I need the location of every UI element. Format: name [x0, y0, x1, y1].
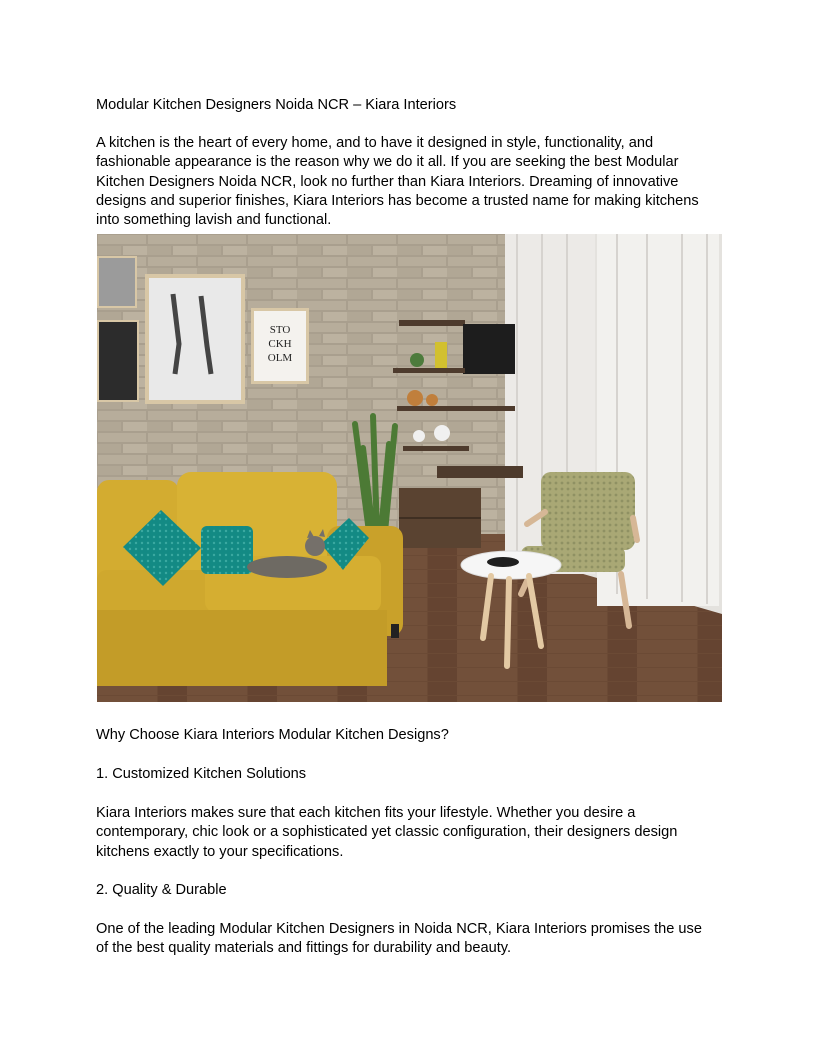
section-heading-customized: 1. Customized Kitchen Solutions	[96, 766, 307, 782]
section-paragraph-customized	[96, 804, 720, 862]
paragraph-line: Kiara Interiors makes sure that each kitchen fits your lifestyle. Whether you desire a	[96, 805, 636, 821]
poster-line: OLM	[267, 352, 293, 364]
intro-line: designs and superior finishes, Kiara Interiors has become a trusted name for making kitchens	[96, 192, 699, 209]
section-heading-quality: 2. Quality & Durable	[96, 882, 227, 898]
intro-paragraph	[96, 134, 720, 230]
paragraph-line: One of the leading Modular Kitchen Designers in Noida NCR, Kiara Interiors promises the use	[96, 921, 702, 937]
section-paragraph-quality	[96, 920, 720, 959]
paragraph-line: kitchens exactly to your specifications.	[96, 843, 344, 860]
document-title: Modular Kitchen Designers Noida NCR – Kiara Interiors	[96, 97, 457, 113]
living-room-photo	[97, 234, 722, 702]
intro-line: A kitchen is the heart of every home, and to have it designed in style, functionality, and	[96, 135, 654, 151]
intro-line: into something lavish and functional.	[96, 212, 332, 229]
paragraph-line: of the best quality materials and fittings for durability and beauty.	[96, 940, 512, 957]
poster-line: STO	[269, 324, 291, 336]
why-heading: Why Choose Kiara Interiors Modular Kitchen Designs?	[96, 727, 449, 743]
paragraph-line: contemporary, chic look or a sophisticated yet classic configuration, their designers design	[96, 824, 678, 841]
intro-line: fashionable appearance is the reason why we do it all. If you are seeking the best Modular	[96, 154, 679, 171]
poster-line: CKH	[268, 338, 292, 350]
intro-line: Kitchen Designers Noida NCR, look no further than Kiara Interiors. Dreaming of innovative	[96, 173, 679, 190]
